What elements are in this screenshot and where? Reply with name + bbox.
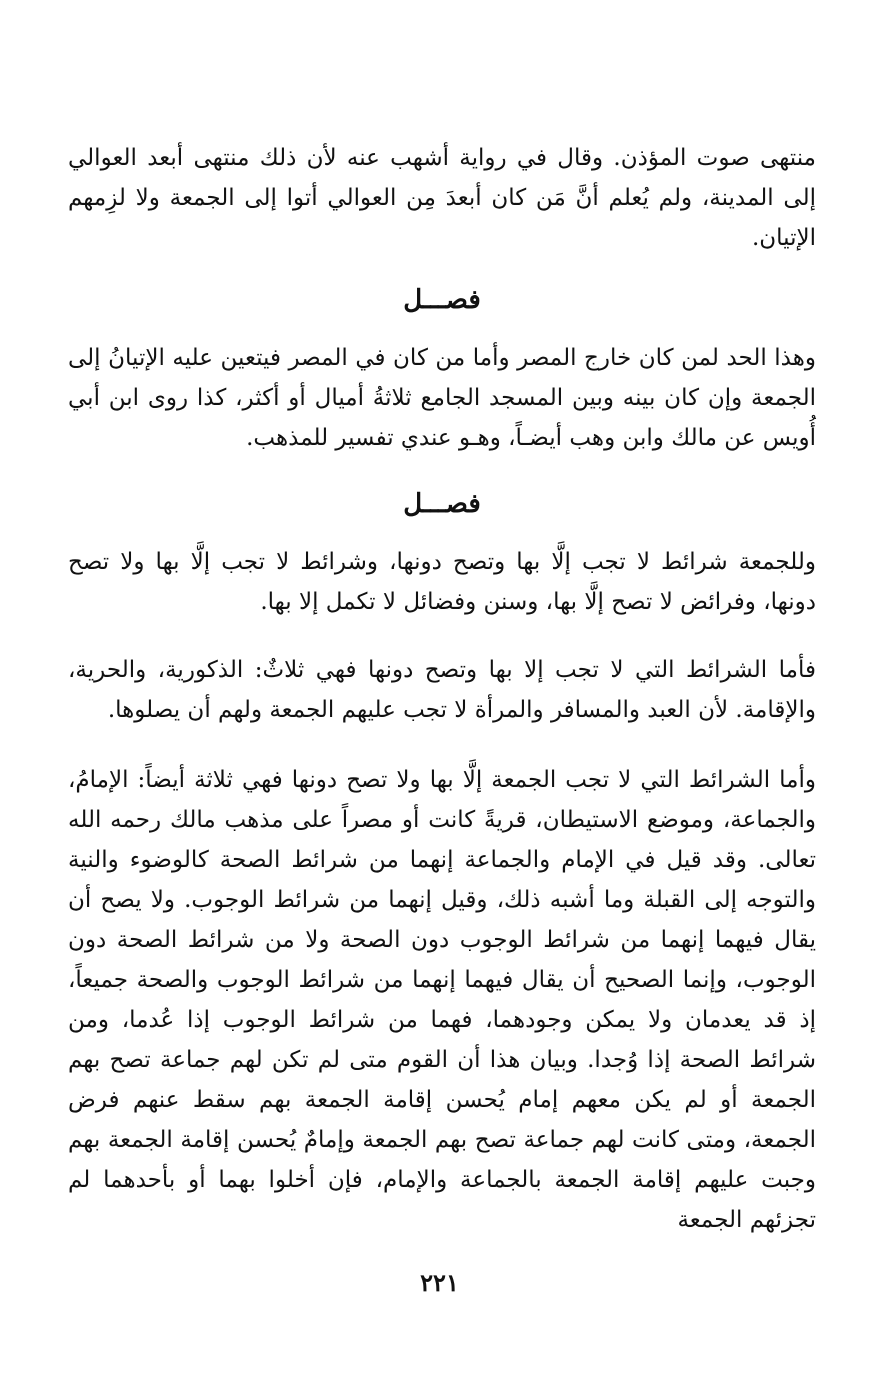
paragraph-5: وأما الشرائط التي لا تجب الجمعة إلَّا بها ولا تصح دونها فهي ثلاثة أيضاً: الإمامُ، والجماعة، وموضع الاستيطان، قريةً كانت أو مصراً على مذهب مالك رحمه الله تعالى. وقد قيل في الإمام والجماعة إنهما من شرائط الصحة كالوضوء والنية والتوجه إلى القبلة وما أشبه ذلك، وقيل إنهما من شرائط الوجوب. ولا يصح أن يقال فيهما إنهما من شرائط الوجوب دون الصحة ولا من شرائط الصحة دون الوجوب، وإنما الصحيح أن يقال فيهما إنهما من شرائط الوجوب والصحة جميعاً، إذ قد يعدمان ولا يمكن وجودهما، فهما من شرائط الوجوب إذا عُدما، ومن شرائط الصحة إذا وُجدا. وبيان هذا أن القوم متى لم تكن لهم جماعة تصح بهم الجمعة أو لم يكن معهم إمام يُحسن إقامة الجمعة بهم سقط عنهم فرض الجمعة، ومتى كانت لهم جماعة تصح بهم الجمعة وإمامٌ يُحسن إقامة الجمعة بهم وجبت عليهم إقامة الجمعة بالجماعة والإمام، فإن أخلوا بهما أو بأحدهما لم تجزئهم الجمعة	[68, 767, 816, 1233]
paragraph-4: فأما الشرائط التي لا تجب إلا بها وتصح دونها فهي ثلاثٌ: الذكورية، والحرية، والإقامة. لأن العبد والمسافر والمرأة لا تجب عليهم الجمعة ولهم أن يصلوها.	[68, 657, 816, 723]
paragraph-1: منتهى صوت المؤذن. وقال في رواية أشهب عنه لأن ذلك منتهى أبعد العوالي إلى المدينة، ولم يُعلم أنَّ مَن كان أبعدَ مِن العوالي أتوا إلى الجمعة ولا لزِمهم الإتيان.	[68, 145, 816, 251]
section-heading-2: فصـــل	[403, 489, 481, 519]
section-heading-1: فصـــل	[403, 285, 481, 315]
paragraph-2: وهذا الحد لمن كان خارج المصر وأما من كان في المصر فيتعين عليه الإتيانُ إلى الجمعة وإن كان بينه وبين المسجد الجامع ثلاثةُ أميال أو أكثر، كذا روى ابن أبي أُويس عن مالك وابن وهب أيضـاً، وهـو عندي تفسير للمذهب.	[68, 345, 816, 451]
page-body	[68, 138, 816, 1270]
paragraph-3: وللجمعة شرائط لا تجب إلَّا بها وتصح دونها، وشرائط لا تجب إلَّا بها ولا تصح دونها، وفرائض لا تصح إلَّا بها، وسنن وفضائل لا تكمل إلا بها.	[68, 549, 816, 615]
page-number: ٢٢١	[420, 1268, 459, 1297]
